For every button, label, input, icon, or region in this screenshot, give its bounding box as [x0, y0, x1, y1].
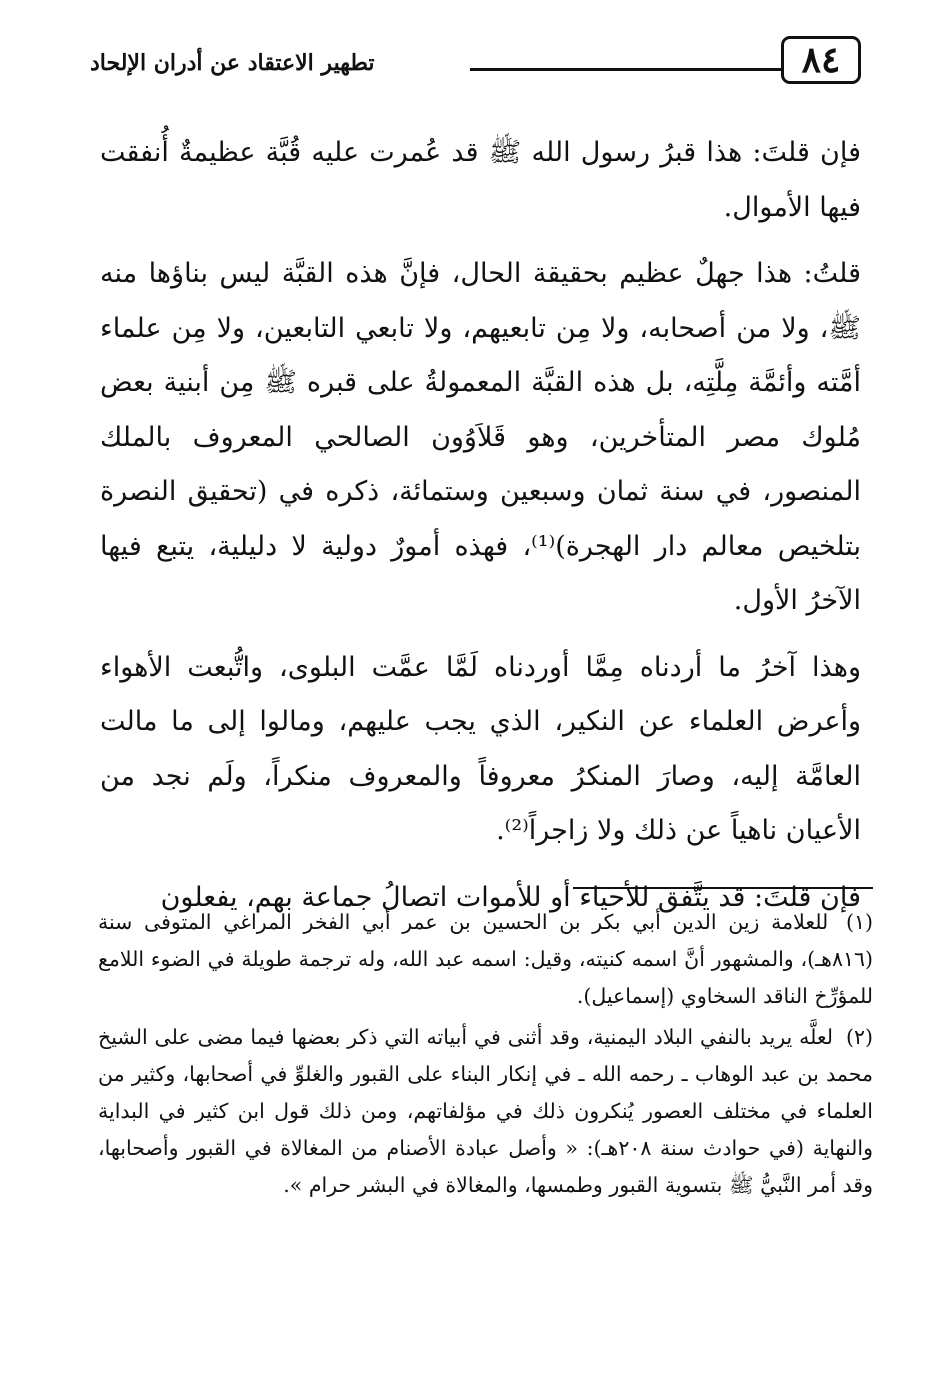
page-number-box: [781, 36, 861, 84]
running-title: تطهير الاعتقاد عن أدران الإلحاد: [90, 50, 375, 76]
paragraph-3: وهذا آخرُ ما أردناه مِمَّا أوردناه لَمَّا عمَّت البلوى، واتُّبعت الأهواء وأعرض العلماء عن النكير، الذي يجب عليهم، ومالوا إلى ما مالت العامَّة إليه، وصارَ المنكرُ معروفاً والمعروف منكراً، ولَم نجد من الأعيان ناهياً عن ذلك ولا زاجراً⁽²⁾.: [100, 651, 862, 846]
paragraph-2: قلتُ: هذا جهلٌ عظيم بحقيقة الحال، فإنَّ هذه القبَّة ليس بناؤها منه ﷺ، ولا من أصحابه، ولا مِن تابعيهم، ولا تابعي التابعين، ولا مِن علماء أمَّته وأئمَّة مِلَّتِه، بل هذه القبَّة المعمولةُ على قبره ﷺ مِن أبنية بعض مُلوك مصر المتأخرين، وهو قَلاَوُون الصالحي المعروف بالملك المنصور، في سنة ثمان وسبعين وستمائة، ذكره في (تحقيق النصرة بتلخيص معالم دار الهجرة)⁽¹⁾، فهذه أمورٌ دولية لا دليلية، يتبع فيها الآخرُ الأول.: [100, 258, 861, 616]
footnote-2: [98, 1019, 873, 1204]
page-number: ٨٤: [801, 39, 841, 81]
paragraph-4: فإن قلتَ: قد يتَّفق للأحياء أو للأموات اتصالُ جماعة بهم، يفعلون: [160, 881, 861, 913]
footnote-2-text: لعلَّه يريد بالنفي البلاد اليمنية، وقد أثنى في أبياته التي ذكر بعضها فيما مضى على الشيخ محمد بن عبد الوهاب ـ رحمه الله ـ في إنكار البناء على القبور والغلوِّ في أصحابها، وكثير من العلماء في مختلف العصور يُنكرون ذلك في مؤلفاتهم، ومن ذلك قول ابن كثير في البداية والنهاية (في حوادث سنة ٢٠٨هـ): « وأصل عبادة الأصنام من المغالاة في القبور وأصحابها، وقد أمر النَّبيُّ ﷺ بتسوية القبور وطمسها، والمغالاة في البشر حرام ».: [98, 1025, 873, 1197]
footnotes: [98, 904, 873, 1208]
main-text: [100, 126, 861, 937]
page-header: [90, 30, 861, 92]
footnote-1-text: للعلامة زين الدين أبي بكر بن الحسين بن عمر أبي الفخر المراغي المتوفى سنة (٨١٦هـ)، والمشهور أنَّ اسمه كنيته، وقيل: اسمه عبد الله، وله ترجمة طويلة في الضوء اللامع للمؤرِّخ الناقد السخاوي (إسماعيل).: [98, 910, 873, 1008]
footnote-1: [98, 904, 873, 1015]
header-rule: [470, 68, 781, 71]
footnote-2-number: (٢): [845, 1025, 873, 1049]
footnote-1-number: (١): [845, 910, 873, 934]
footnote-separator: [573, 887, 873, 889]
paragraph-1: فإن قلتَ: هذا قبرُ رسول الله ﷺ قد عُمرت عليه قُبَّة عظيمةٌ أُنفقت فيها الأموال.: [100, 137, 861, 223]
